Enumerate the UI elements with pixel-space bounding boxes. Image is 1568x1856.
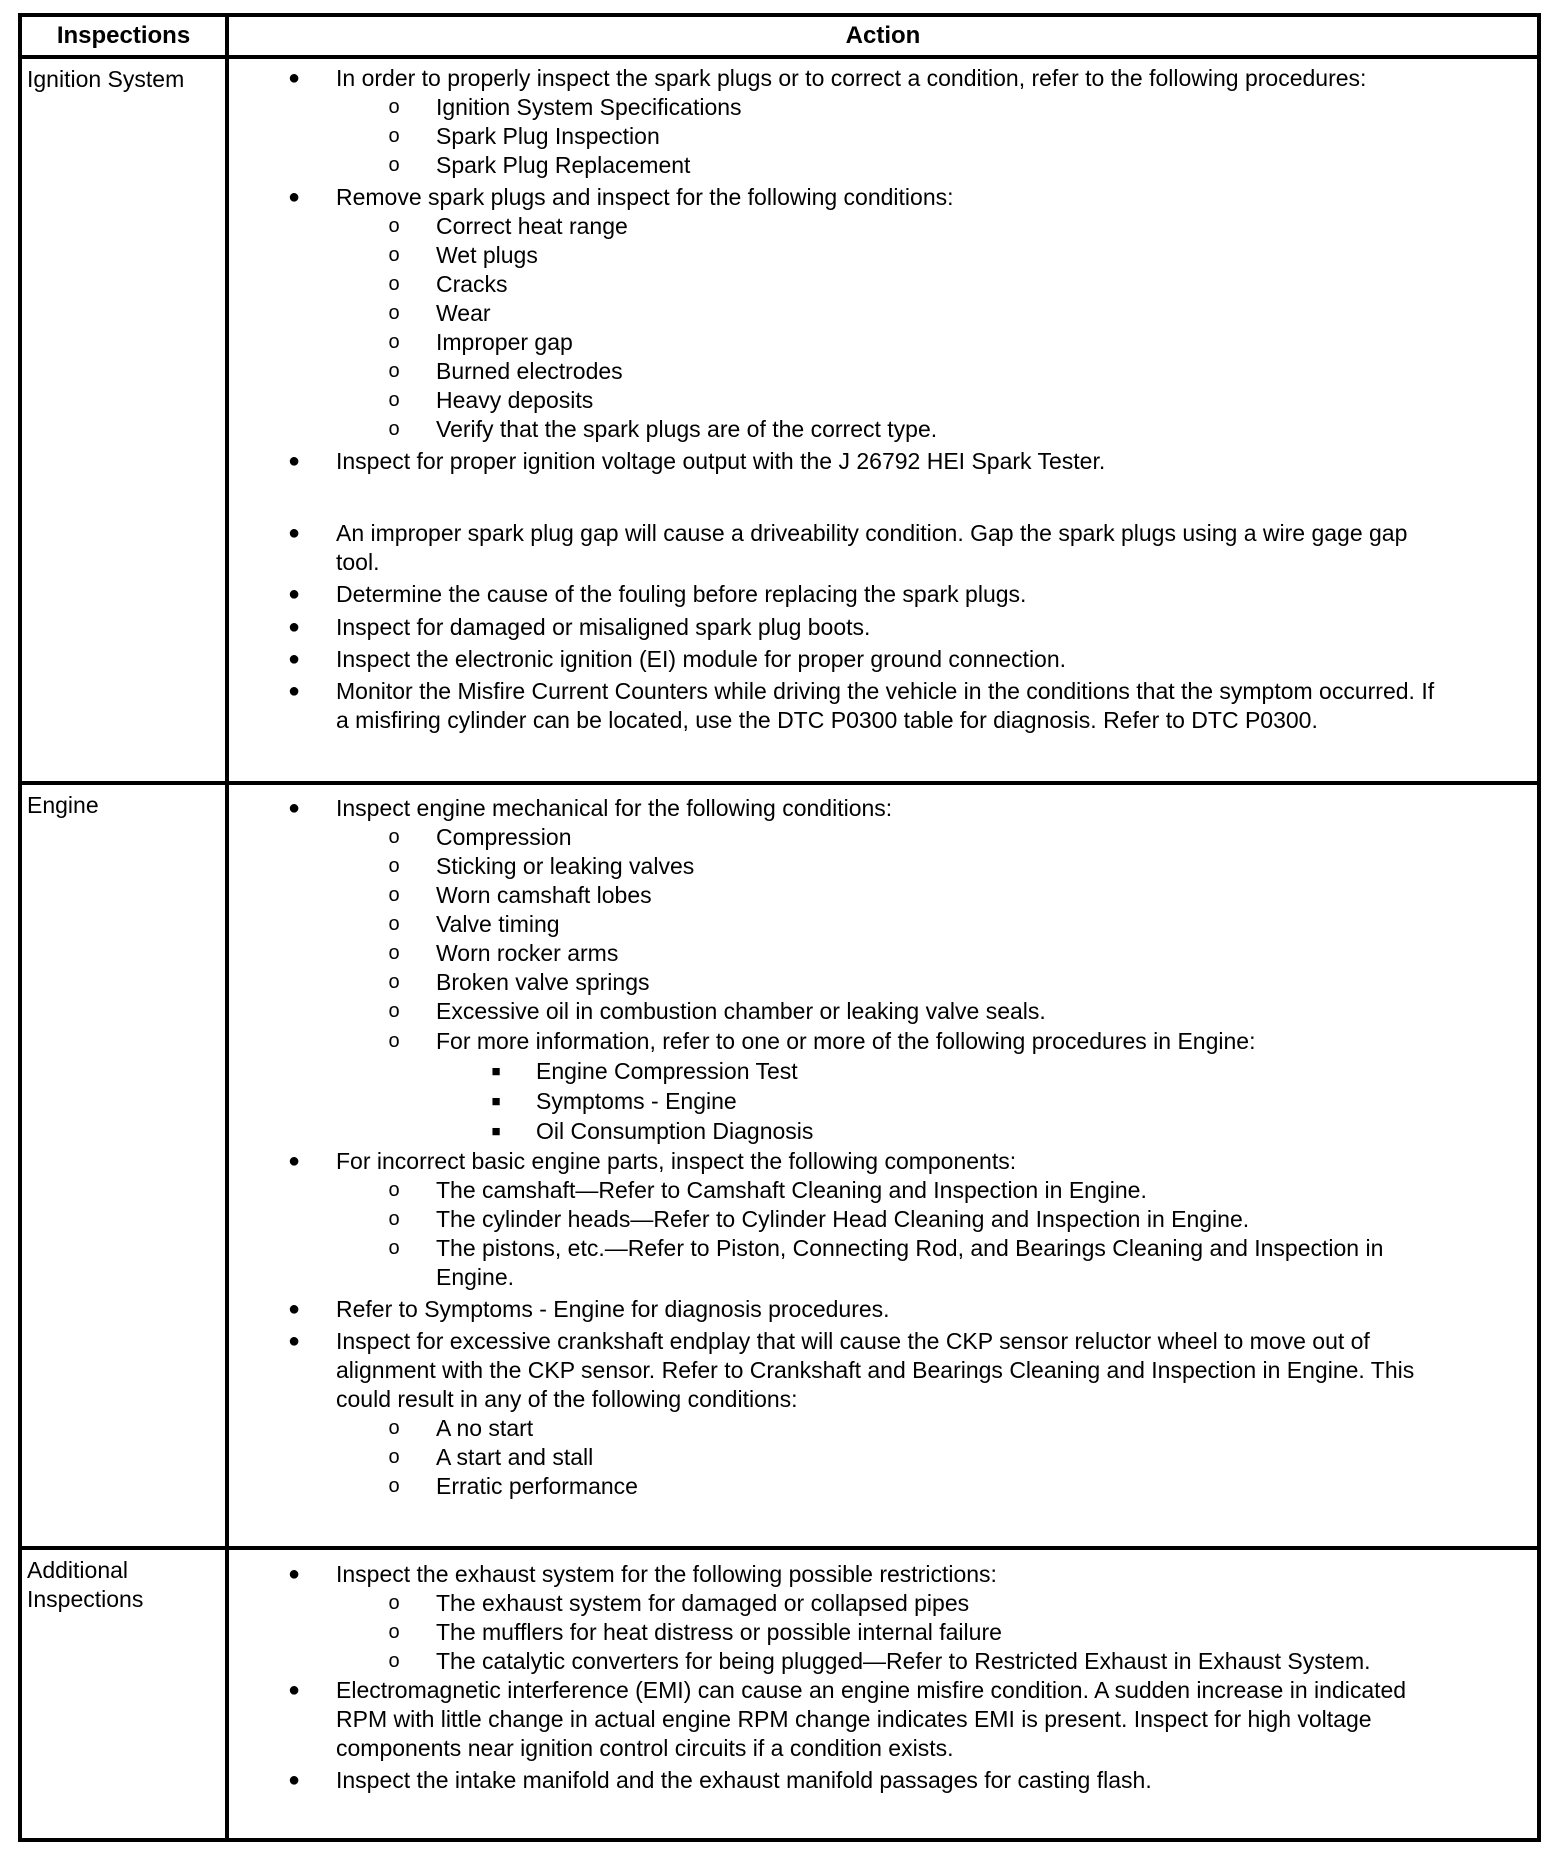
circle-bullet-icon: o xyxy=(388,1592,400,1614)
list-item-text: In order to properly inspect the spark plugs or to correct a condition, refer to the following procedures: xyxy=(336,65,1367,91)
list-item-text: Engine Compression Test xyxy=(536,1058,798,1084)
list-item-text: components near ignition control circuits if a condition exists. xyxy=(336,1735,954,1761)
list-item-text: Erratic performance xyxy=(436,1473,638,1499)
bullet-icon: ● xyxy=(287,680,301,702)
header-inspections: Inspections xyxy=(20,15,227,57)
action-cell xyxy=(227,57,1539,783)
list-item-text: Ignition System Specifications xyxy=(436,94,742,120)
list-item-text: Worn rocker arms xyxy=(436,940,619,966)
circle-bullet-icon: o xyxy=(388,215,400,237)
header-action: Action xyxy=(227,15,1539,57)
action-cell xyxy=(227,1548,1539,1840)
circle-bullet-icon: o xyxy=(388,418,400,440)
circle-bullet-icon: o xyxy=(388,1475,400,1497)
circle-bullet-icon: o xyxy=(388,1237,400,1259)
circle-bullet-icon: o xyxy=(388,331,400,353)
circle-bullet-icon: o xyxy=(388,154,400,176)
bullet-icon: ● xyxy=(287,1150,301,1172)
bullet-icon: ● xyxy=(287,616,301,638)
list-item-text: Broken valve springs xyxy=(436,969,650,995)
list-item-text: Inspect the intake manifold and the exhaust manifold passages for casting flash. xyxy=(336,1767,1152,1793)
inspection-table xyxy=(18,13,1541,1842)
circle-bullet-icon: o xyxy=(388,1417,400,1439)
list-item-text: Wet plugs xyxy=(436,242,538,268)
list-item-text: Compression xyxy=(436,824,572,850)
list-item-text: Spark Plug Inspection xyxy=(436,123,660,149)
list-item-text: Inspect the electronic ignition (EI) module for proper ground connection. xyxy=(336,646,1067,672)
list-item-text: Inspect the exhaust system for the following possible restrictions: xyxy=(336,1561,997,1587)
list-item-text: RPM with little change in actual engine RPM change indicates EMI is present. Inspect for high voltage xyxy=(336,1706,1372,1732)
list-item-text: alignment with the CKP sensor. Refer to Crankshaft and Bearings Cleaning and Inspection in Engine. This xyxy=(336,1357,1415,1383)
list-item-text: Valve timing xyxy=(436,911,560,937)
list-item-text: Electromagnetic interference (EMI) can cause an engine misfire condition. A sudden increase in indicated xyxy=(336,1677,1407,1703)
list-item-text: For more information, refer to one or more of the following procedures in Engine: xyxy=(436,1028,1256,1054)
list-item-text: Wear xyxy=(436,300,491,326)
circle-bullet-icon: o xyxy=(388,96,400,118)
header-row xyxy=(20,15,1539,57)
list-item-text: Worn camshaft lobes xyxy=(436,882,652,908)
bullet-icon: ● xyxy=(287,186,301,208)
circle-bullet-icon: o xyxy=(388,1446,400,1468)
bullet-icon: ● xyxy=(287,450,301,472)
bullet-icon: ● xyxy=(287,583,301,605)
bullet-icon: ● xyxy=(287,522,301,544)
list-item-text: Correct heat range xyxy=(436,213,628,239)
circle-bullet-icon: o xyxy=(388,389,400,411)
list-item-text: The camshaft—Refer to Camshaft Cleaning and Inspection in Engine. xyxy=(436,1177,1147,1203)
list-item-text: a misfiring cylinder can be located, use the DTC P0300 table for diagnosis. Refer to DTC P0300. xyxy=(336,707,1318,733)
bullet-icon: ● xyxy=(287,1563,301,1585)
circle-bullet-icon: o xyxy=(388,1179,400,1201)
list-item-text: Improper gap xyxy=(436,329,573,355)
inspection-label xyxy=(20,1548,227,1840)
bullet-icon: ● xyxy=(287,797,301,819)
list-item-text: Excessive oil in combustion chamber or leaking valve seals. xyxy=(436,998,1046,1024)
list-item-text: Heavy deposits xyxy=(436,387,594,413)
inspection-label: Engine xyxy=(20,783,227,1548)
list-item-text: The mufflers for heat distress or possible internal failure xyxy=(436,1619,1002,1645)
list-item-text: An improper spark plug gap will cause a driveability condition. Gap the spark plugs using a wire gage gap xyxy=(336,520,1408,546)
circle-bullet-icon: o xyxy=(388,302,400,324)
list-item-text: A start and stall xyxy=(436,1444,594,1470)
list-item-text: For incorrect basic engine parts, inspect the following components: xyxy=(336,1148,1017,1174)
list-item-text: Refer to Symptoms - Engine for diagnosis procedures. xyxy=(336,1296,890,1322)
table-row-ignition-system xyxy=(20,57,1539,783)
circle-bullet-icon: o xyxy=(388,884,400,906)
list-item-text: The exhaust system for damaged or collapsed pipes xyxy=(436,1590,970,1616)
list-item-text: The pistons, etc.—Refer to Piston, Connecting Rod, and Bearings Cleaning and Inspection in xyxy=(436,1235,1384,1261)
bullet-icon: ● xyxy=(287,1679,301,1701)
list-item-text: Inspect engine mechanical for the following conditions: xyxy=(336,795,893,821)
action-cell xyxy=(227,783,1539,1548)
list-item-text: Oil Consumption Diagnosis xyxy=(536,1118,814,1144)
circle-bullet-icon: o xyxy=(388,1650,400,1672)
circle-bullet-icon: o xyxy=(388,971,400,993)
list-item-text: Monitor the Misfire Current Counters while driving the vehicle in the conditions that the symptom occurred. If xyxy=(336,678,1435,704)
list-item-text: Engine. xyxy=(436,1264,515,1290)
table-row-additional-inspections xyxy=(20,1548,1539,1840)
list-item-text: Remove spark plugs and inspect for the following conditions: xyxy=(336,184,954,210)
list-item-text: Symptoms - Engine xyxy=(536,1088,737,1114)
table-row-engine xyxy=(20,783,1539,1548)
bullet-icon: ● xyxy=(287,1298,301,1320)
inspection-label: Ignition System xyxy=(20,57,227,783)
circle-bullet-icon: o xyxy=(388,273,400,295)
bullet-icon: ● xyxy=(287,1330,301,1352)
list-item-text: Burned electrodes xyxy=(436,358,623,384)
inspection-label-text: Additional Inspections xyxy=(27,1557,144,1612)
list-item-text: Sticking or leaking valves xyxy=(436,853,695,879)
list-item-text: could result in any of the following conditions: xyxy=(336,1386,798,1412)
circle-bullet-icon: o xyxy=(388,942,400,964)
square-bullet-icon: ■ xyxy=(491,1063,501,1080)
bullet-icon: ● xyxy=(287,67,301,89)
circle-bullet-icon: o xyxy=(388,1621,400,1643)
list-item-text: The catalytic converters for being plugged—Refer to Restricted Exhaust in Exhaust System. xyxy=(436,1648,1371,1674)
list-item-text: The cylinder heads—Refer to Cylinder Head Cleaning and Inspection in Engine. xyxy=(436,1206,1250,1232)
circle-bullet-icon: o xyxy=(388,913,400,935)
list-item-text: tool. xyxy=(336,549,380,575)
circle-bullet-icon: o xyxy=(388,125,400,147)
list-item-text: Inspect for proper ignition voltage output with the J 26792 HEI Spark Tester. xyxy=(336,448,1106,474)
list-item-text: A no start xyxy=(436,1415,534,1441)
square-bullet-icon: ■ xyxy=(491,1093,501,1110)
circle-bullet-icon: o xyxy=(388,1208,400,1230)
list-item-text: Verify that the spark plugs are of the correct type. xyxy=(436,416,938,442)
list-item-text: Cracks xyxy=(436,271,508,297)
circle-bullet-icon: o xyxy=(388,1000,400,1022)
square-bullet-icon: ■ xyxy=(491,1123,501,1140)
bullet-icon: ● xyxy=(287,648,301,670)
list-item-text: Spark Plug Replacement xyxy=(436,152,691,178)
circle-bullet-icon: o xyxy=(388,855,400,877)
bullet-icon: ● xyxy=(287,1769,301,1791)
circle-bullet-icon: o xyxy=(388,244,400,266)
list-item-text: Inspect for excessive crankshaft endplay that will cause the CKP sensor reluctor wheel to move out of xyxy=(336,1328,1370,1354)
list-item-text: Determine the cause of the fouling before replacing the spark plugs. xyxy=(336,581,1027,607)
circle-bullet-icon: o xyxy=(388,826,400,848)
list-item-text: Inspect for damaged or misaligned spark plug boots. xyxy=(336,614,871,640)
circle-bullet-icon: o xyxy=(388,360,400,382)
circle-bullet-icon: o xyxy=(388,1030,400,1052)
